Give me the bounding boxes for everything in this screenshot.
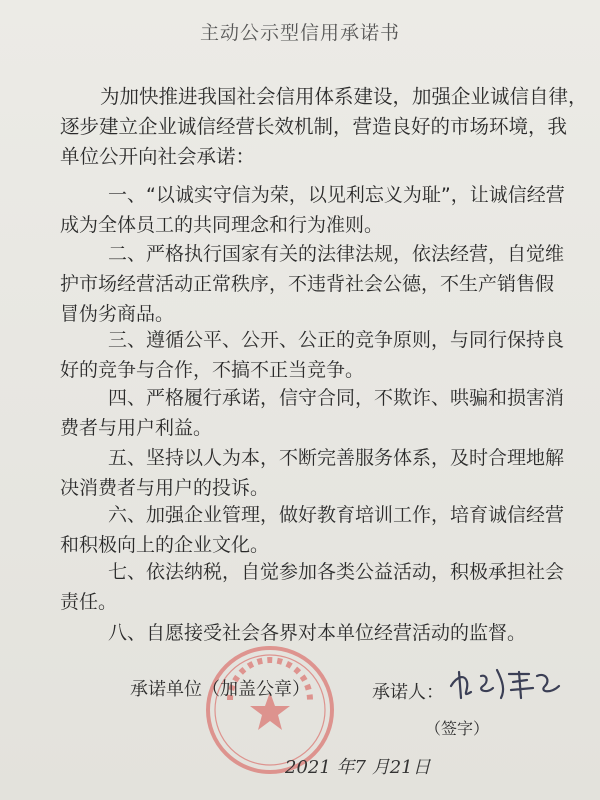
pledge-line: 七、依法纳税，自觉参加各类公益活动，积极承担社会	[108, 561, 565, 583]
pledge-item-2	[60, 239, 570, 329]
pledge-line: 费者与用户利益。	[60, 417, 213, 439]
pledge-line: 决消费者与用户的投诉。	[60, 477, 270, 499]
pledge-item-7	[60, 557, 570, 617]
pledge-line: 好的竞争与合作，不搞不正当竞争。	[60, 359, 365, 381]
pledge-line: 六、加强企业管理，做好教育培训工作，培育诚信经营	[108, 504, 565, 526]
pledge-line: 四、严格履行承诺，信守合同，不欺诈、哄骗和损害消	[108, 387, 565, 409]
intro-paragraph	[60, 82, 588, 172]
pledger-label: 承诺人：	[372, 682, 444, 703]
pledge-line: 五、坚持以人为本，不断完善服务体系，及时合理地解	[108, 447, 565, 469]
signature-note: （签字）	[425, 719, 490, 738]
pledge-line: 三、遵循公平、公开、公正的竞争原则，与同行保持良	[108, 329, 565, 351]
intro-line: 为加快推进我国社会信用体系建设，加强企业诚信自律，	[100, 85, 588, 108]
pledge-item-6	[60, 500, 570, 560]
pledge-unit-label: 承诺单位（加盖公章）	[130, 679, 310, 700]
pledge-item-4	[60, 383, 570, 443]
pledge-line: 一、“以诚实守信为荣，以见利忘义为耻”，让诚信经营	[108, 184, 565, 206]
handwritten-signature	[447, 664, 567, 704]
pledge-item-3	[60, 325, 570, 385]
intro-line: 逐步建立企业诚信经营长效机制，营造良好的市场环境，我	[60, 115, 568, 138]
pledge-line: 和积极向上的企业文化。	[60, 534, 270, 556]
pledge-line: 八、自愿接受社会各界对本单位经营活动的监督。	[108, 622, 527, 644]
pledge-line: 冒伪劣商品。	[60, 303, 175, 325]
sign-date: 2021 年7 月21日	[285, 757, 431, 778]
pledge-item-1	[60, 180, 570, 240]
pledge-line: 成为全体员工的共同理念和行为准则。	[60, 214, 384, 236]
pledge-line: 二、严格执行国家有关的法律法规，依法经营，自觉维	[108, 243, 565, 265]
pledge-line: 责任。	[60, 591, 118, 613]
pledge-item-5	[60, 443, 570, 503]
intro-line: 单位公开向社会承诺：	[60, 145, 256, 168]
pledge-line: 护市场经营活动正常秩序，不违背社会公德，不生产销售假	[60, 273, 555, 295]
document-title: 主动公示型信用承诺书	[199, 22, 400, 44]
